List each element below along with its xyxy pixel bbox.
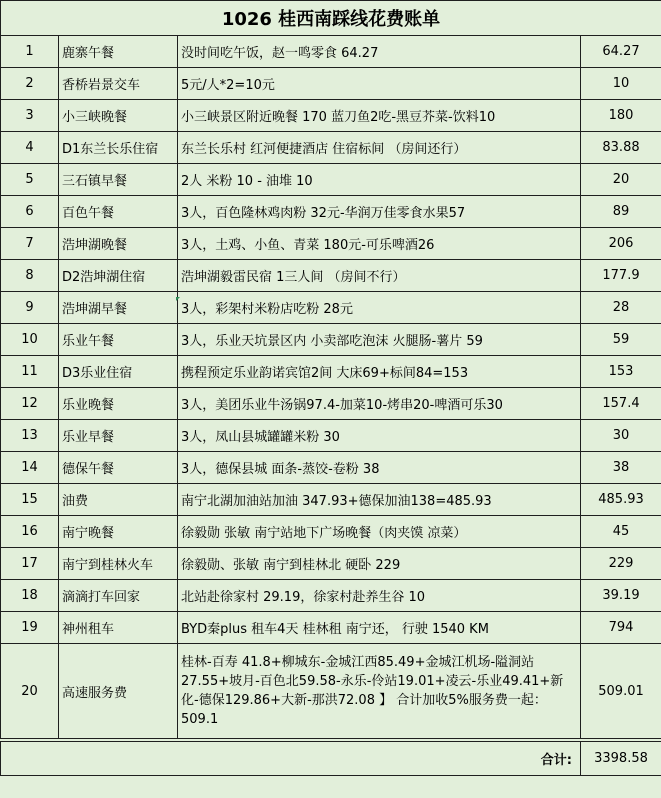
row-number-cell[interactable]: 11 bbox=[1, 356, 59, 388]
detail-cell[interactable]: 浩坤湖毅雷民宿 1三人间 （房间不行） bbox=[178, 260, 581, 292]
row-number-cell[interactable]: 3 bbox=[1, 100, 59, 132]
detail-cell[interactable]: 3人，美团乐业牛汤锅97.4-加菜10-烤串20-啤酒可乐30 bbox=[178, 388, 581, 420]
amount-cell[interactable]: 229 bbox=[581, 548, 661, 580]
amount-cell[interactable]: 64.27 bbox=[581, 36, 661, 68]
detail-cell[interactable]: 3人，彩架村米粉店吃粉 28元 bbox=[178, 292, 581, 324]
comment-marker-icon bbox=[176, 297, 180, 301]
table-row bbox=[1, 644, 661, 739]
total-amount[interactable]: 3398.58 bbox=[581, 742, 661, 776]
row-number-cell[interactable]: 1 bbox=[1, 36, 59, 68]
item-cell[interactable]: 小三峡晚餐 bbox=[59, 100, 178, 132]
table-row bbox=[1, 132, 661, 164]
row-number-cell[interactable]: 8 bbox=[1, 260, 59, 292]
item-cell[interactable]: 南宁到桂林火车 bbox=[59, 548, 178, 580]
item-cell[interactable]: 神州租车 bbox=[59, 612, 178, 644]
row-number-cell[interactable]: 17 bbox=[1, 548, 59, 580]
amount-cell[interactable]: 39.19 bbox=[581, 580, 661, 612]
table-row bbox=[1, 228, 661, 260]
row-number-cell[interactable]: 10 bbox=[1, 324, 59, 356]
amount-cell[interactable]: 30 bbox=[581, 420, 661, 452]
detail-cell[interactable]: 2人 米粉 10 - 油堆 10 bbox=[178, 164, 581, 196]
row-number-cell[interactable]: 4 bbox=[1, 132, 59, 164]
item-cell[interactable]: 南宁晚餐 bbox=[59, 516, 178, 548]
row-number-cell[interactable]: 15 bbox=[1, 484, 59, 516]
detail-cell[interactable]: 没时间吃午饭，赵一鸣零食 64.27 bbox=[178, 36, 581, 68]
table-row bbox=[1, 580, 661, 612]
item-cell[interactable]: 高速服务费 bbox=[59, 644, 178, 739]
item-cell[interactable]: 滴滴打车回家 bbox=[59, 580, 178, 612]
detail-cell[interactable]: 3人，土鸡、小鱼、青菜 180元-可乐啤酒26 bbox=[178, 228, 581, 260]
item-cell[interactable]: 三石镇早餐 bbox=[59, 164, 178, 196]
detail-cell[interactable]: 徐毅勋 张敏 南宁站地下广场晚餐（肉夹馍 凉菜） bbox=[178, 516, 581, 548]
row-number-cell[interactable]: 16 bbox=[1, 516, 59, 548]
amount-cell[interactable]: 59 bbox=[581, 324, 661, 356]
amount-cell[interactable]: 38 bbox=[581, 452, 661, 484]
row-number-cell[interactable]: 19 bbox=[1, 612, 59, 644]
table-row bbox=[1, 324, 661, 356]
amount-cell[interactable]: 89 bbox=[581, 196, 661, 228]
total-label[interactable]: 合计: bbox=[1, 742, 581, 776]
amount-cell[interactable]: 485.93 bbox=[581, 484, 661, 516]
sheet-title[interactable]: 1026 桂西南踩线花费账单 bbox=[1, 1, 661, 36]
table-row bbox=[1, 356, 661, 388]
row-number-cell[interactable]: 12 bbox=[1, 388, 59, 420]
detail-cell[interactable]: 小三峡景区附近晚餐 170 蓝刀鱼2吃-黑豆芥菜-饮料10 bbox=[178, 100, 581, 132]
amount-cell[interactable]: 45 bbox=[581, 516, 661, 548]
amount-cell[interactable]: 157.4 bbox=[581, 388, 661, 420]
amount-cell[interactable]: 153 bbox=[581, 356, 661, 388]
detail-cell[interactable]: 3人，凤山县城罐罐米粉 30 bbox=[178, 420, 581, 452]
table-row bbox=[1, 484, 661, 516]
row-number-cell[interactable]: 20 bbox=[1, 644, 59, 739]
item-cell[interactable]: 香桥岩景交车 bbox=[59, 68, 178, 100]
item-cell[interactable]: D1东兰长乐住宿 bbox=[59, 132, 178, 164]
detail-cell[interactable]: BYD秦plus 租车4天 桂林租 南宁还， 行驶 1540 KM bbox=[178, 612, 581, 644]
detail-cell[interactable]: 5元/人*2=10元 bbox=[178, 68, 581, 100]
item-cell[interactable]: 德保午餐 bbox=[59, 452, 178, 484]
table-row bbox=[1, 516, 661, 548]
table-row bbox=[1, 260, 661, 292]
table-row bbox=[1, 452, 661, 484]
detail-cell[interactable]: 南宁北湖加油站加油 347.93+德保加油138=485.93 bbox=[178, 484, 581, 516]
item-cell[interactable]: D2浩坤湖住宿 bbox=[59, 260, 178, 292]
item-cell[interactable]: 百色午餐 bbox=[59, 196, 178, 228]
table-row bbox=[1, 548, 661, 580]
amount-cell[interactable]: 794 bbox=[581, 612, 661, 644]
item-cell[interactable]: 浩坤湖晚餐 bbox=[59, 228, 178, 260]
row-number-cell[interactable]: 2 bbox=[1, 68, 59, 100]
detail-cell[interactable]: 东兰长乐村 红河便捷酒店 住宿标间 （房间还行） bbox=[178, 132, 581, 164]
row-number-cell[interactable]: 6 bbox=[1, 196, 59, 228]
item-cell[interactable]: 乐业早餐 bbox=[59, 420, 178, 452]
detail-cell[interactable]: 桂林-百寿 41.8+柳城东-金城江西85.49+金城江机场-隘洞站27.55+坡月-百色北59.58-永乐-伶站19.01+凌云-乐业49.41+新化-德保129.86+大新-那洪72.08 】 合计加收5%服务费一起：509.1 bbox=[178, 644, 581, 739]
item-cell[interactable]: 鹿寨午餐 bbox=[59, 36, 178, 68]
amount-cell[interactable]: 177.9 bbox=[581, 260, 661, 292]
row-number-cell[interactable]: 9 bbox=[1, 292, 59, 324]
table-row bbox=[1, 612, 661, 644]
amount-cell[interactable]: 83.88 bbox=[581, 132, 661, 164]
amount-cell[interactable]: 206 bbox=[581, 228, 661, 260]
amount-cell[interactable]: 28 bbox=[581, 292, 661, 324]
detail-cell[interactable]: 3人，德保县城 面条-蒸饺-卷粉 38 bbox=[178, 452, 581, 484]
item-cell[interactable]: 油费 bbox=[59, 484, 178, 516]
row-number-cell[interactable]: 5 bbox=[1, 164, 59, 196]
table-row bbox=[1, 68, 661, 100]
table-row bbox=[1, 196, 661, 228]
row-number-cell[interactable]: 14 bbox=[1, 452, 59, 484]
total-row bbox=[1, 742, 661, 776]
row-number-cell[interactable]: 7 bbox=[1, 228, 59, 260]
title-row bbox=[1, 1, 661, 36]
table-row bbox=[1, 292, 661, 324]
amount-cell[interactable]: 509.01 bbox=[581, 644, 661, 739]
item-cell[interactable]: 乐业晚餐 bbox=[59, 388, 178, 420]
item-cell[interactable]: 浩坤湖早餐 bbox=[59, 292, 178, 324]
detail-cell[interactable]: 3人，百色隆林鸡肉粉 32元-华润万佳零食水果57 bbox=[178, 196, 581, 228]
table-row bbox=[1, 36, 661, 68]
detail-cell[interactable]: 3人，乐业天坑景区内 小卖部吃泡沫 火腿肠-薯片 59 bbox=[178, 324, 581, 356]
table-row bbox=[1, 100, 661, 132]
table-row bbox=[1, 420, 661, 452]
amount-cell[interactable]: 10 bbox=[581, 68, 661, 100]
row-number-cell[interactable]: 18 bbox=[1, 580, 59, 612]
detail-cell[interactable]: 携程预定乐业韵诺宾馆2间 大床69+标间84=153 bbox=[178, 356, 581, 388]
table-row bbox=[1, 164, 661, 196]
amount-cell[interactable]: 180 bbox=[581, 100, 661, 132]
item-cell[interactable]: D3乐业住宿 bbox=[59, 356, 178, 388]
detail-cell[interactable]: 北站赴徐家村 29.19，徐家村赴养生谷 10 bbox=[178, 580, 581, 612]
table-row bbox=[1, 388, 661, 420]
row-number-cell[interactable]: 13 bbox=[1, 420, 59, 452]
detail-cell[interactable]: 徐毅勋、张敏 南宁到桂林北 硬卧 229 bbox=[178, 548, 581, 580]
amount-cell[interactable]: 20 bbox=[581, 164, 661, 196]
item-cell[interactable]: 乐业午餐 bbox=[59, 324, 178, 356]
